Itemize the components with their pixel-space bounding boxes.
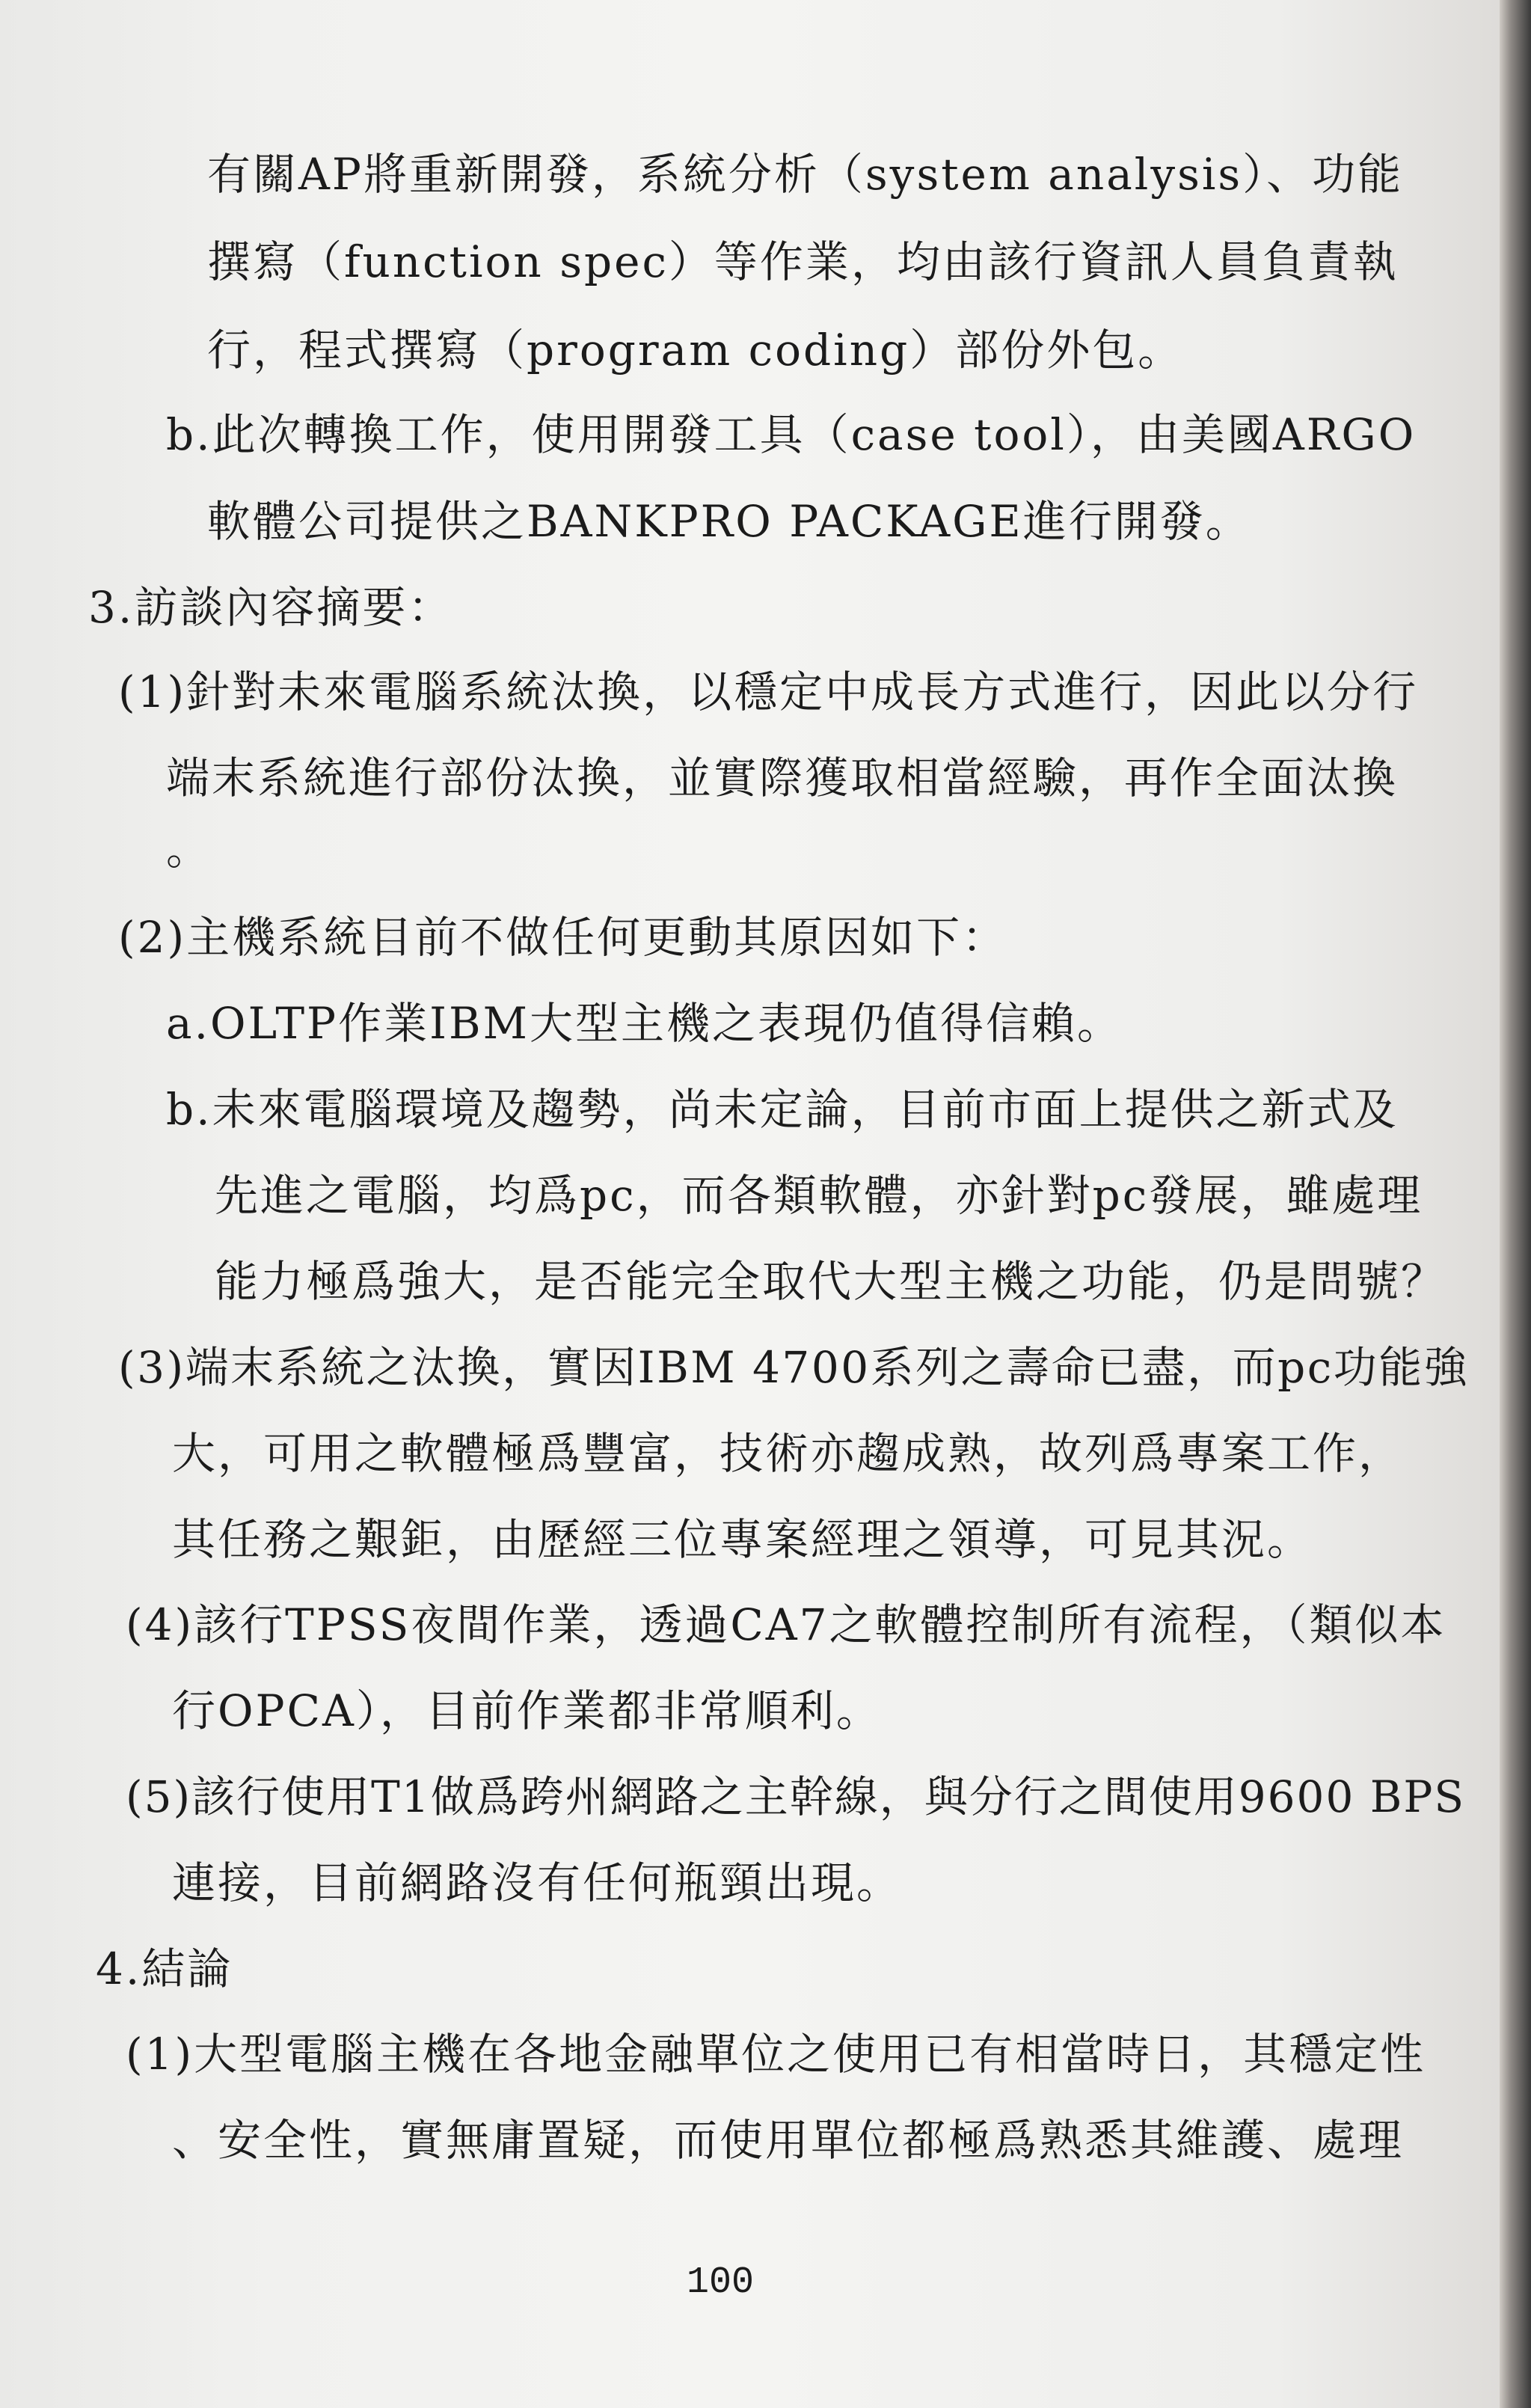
text-line-20: (5)該行使用T1做爲跨州網路之主幹線，與分行之間使用9600 BPS [126,1771,1466,1822]
page-number: 100 [687,2261,755,2304]
text-line-11: a.OLTP作業IBM大型主機之表現仍值得信賴。 [166,998,1123,1049]
text-line-9: 。 [166,824,212,874]
text-line-15: (3)端末系統之汰換，實因IBM 4700系列之壽命已盡，而pc功能強 [118,1342,1470,1393]
text-line-10: (2)主機系統目前不做任何更動其原因如下： [118,912,1008,963]
text-line-3: 行，程式撰寫（program coding）部份外包。 [207,325,1184,376]
text-line-19: 行OPCA），目前作業都非常順利。 [172,1685,882,1736]
text-line-24: 、安全性，實無庸置疑，而使用單位都極爲熟悉其維護、處理 [172,2115,1405,2166]
text-line-16: 大，可用之軟體極爲豐富，技術亦趨成熟，故列爲專案工作， [172,1428,1405,1479]
text-line-2: 撰寫（function spec）等作業，均由該行資訊人員負責執 [207,236,1399,287]
text-line-17: 其任務之艱鉅，由歷經三位專案經理之領導，可見其況。 [172,1514,1313,1565]
section-heading-4: 4.結論 [96,1943,233,1994]
book-spine-edge [1500,0,1531,2408]
text-line-7: (1)針對未來電腦系統汰換，以穩定中成長方式進行，因此以分行 [118,667,1419,717]
text-line-14: 能力極爲強大，是否能完全取代大型主機之功能，仍是問號？ [215,1256,1447,1307]
text-line-18: (4)該行TPSS夜間作業，透過CA7之軟體控制所有流程，（類似本 [126,1599,1446,1650]
text-line-13: 先進之電腦，均爲pc，而各類軟體，亦針對pc發展，雖處理 [215,1170,1423,1221]
text-line-23: (1)大型電腦主機在各地金融單位之使用已有相當時日，其穩定性 [126,2029,1426,2080]
section-heading-3: 3.訪談內容摘要： [88,582,454,633]
text-line-5: 軟體公司提供之BANKPRO PACKAGE進行開發。 [207,496,1251,547]
text-line-12: b.未來電腦環境及趨勢，尚未定論，目前市面上提供之新式及 [166,1084,1399,1135]
text-line-1: 有關AP將重新開發，系統分析（system analysis）、功能 [207,149,1404,200]
text-line-8: 端末系統進行部份汰換，並實際獲取相當經驗，再作全面汰換 [166,753,1399,803]
text-line-4: b.此次轉換工作，使用開發工具（case tool），由美國ARGO [166,409,1417,460]
text-line-21: 連接，目前網路沒有任何瓶頸出現。 [172,1857,903,1908]
